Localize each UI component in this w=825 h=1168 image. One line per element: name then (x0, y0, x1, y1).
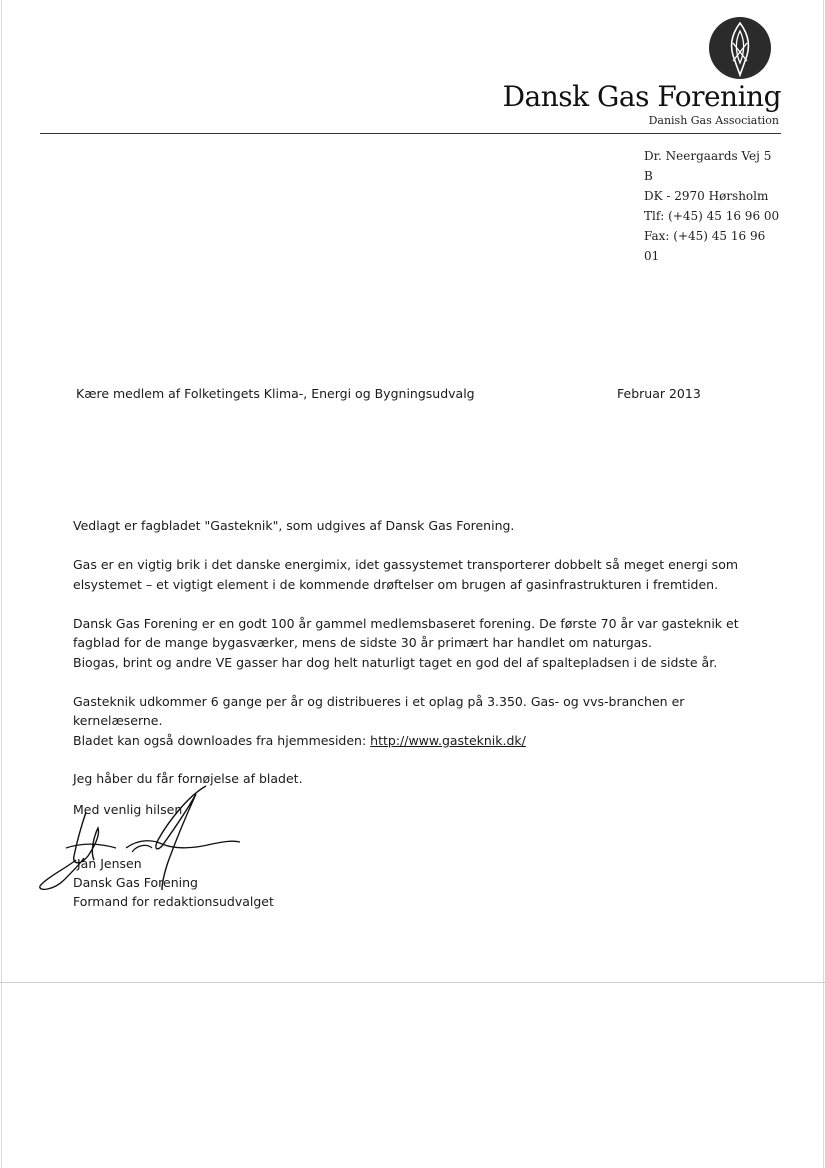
website-link[interactable]: http://www.gasteknik.dk/ (370, 732, 526, 748)
address-city: DK - 2970 Hørsholm (644, 189, 769, 203)
page-edge-left (1, 0, 2, 1168)
closing-wish: Jeg håber du får fornøjelse af bladet. (73, 771, 303, 786)
flame-logo-icon (709, 17, 771, 79)
closing-greeting: Med venlig hilsen (73, 802, 183, 817)
paragraph-energimix: Gas er en vigtig brik i det danske energimix, idet gassystemet transporterer dobbelt så meget energi som elsystemet – et vigtigt element i de kommende drøftelser om brugen af gasinfrastrukturen i fremtiden. (73, 557, 739, 592)
paragraph-biogas: Biogas, brint og andre VE gasser har dog helt naturligt taget en god del af spaltepladsen i de sidste år. (73, 654, 718, 670)
paragraph-download (73, 731, 753, 751)
paragraph-distribution: Gasteknik udkommer 6 gange per år og distribueres i et oplag på 3.350. Gas- og vvs-branchen er kernelæserne. (73, 693, 685, 728)
letter-date: Februar 2013 (617, 386, 701, 401)
salutation: Kære medlem af Folketingets Klima-, Energi og Bygningsudvalg (76, 386, 475, 401)
address-fax: Fax: (+45) 45 16 96 01 (644, 229, 766, 263)
org-name: Dansk Gas Forening (502, 80, 781, 113)
footer-divider (0, 982, 825, 983)
paragraph-history: Dansk Gas Forening er en godt 100 år gammel medlemsbaseret forening. De første 70 år var gasteknik et fagblad for de mange bygasværker, mens de sidste 30 år primært har handlet om naturgas. (73, 615, 739, 650)
paragraph-intro: Vedlagt er fagbladet "Gasteknik", som udgives af Dansk Gas Forening. (73, 518, 515, 533)
signer-name: Jan Jensen (77, 856, 142, 871)
handwritten-signature-icon (36, 782, 246, 894)
signer-organization: Dansk Gas Forening (73, 875, 198, 890)
address-street: Dr. Neergaards Vej 5 B (644, 149, 772, 183)
org-subtitle: Danish Gas Association (648, 114, 779, 127)
signer-title: Formand for redaktionsudvalget (73, 894, 274, 909)
address-block (644, 146, 780, 266)
header-divider (40, 133, 781, 134)
page-edge-right (823, 0, 824, 1168)
letter-body (73, 516, 753, 770)
address-phone: Tlf: (+45) 45 16 96 00 (644, 209, 780, 223)
download-text: Bladet kan også downloades fra hjemmesiden: (73, 732, 371, 748)
